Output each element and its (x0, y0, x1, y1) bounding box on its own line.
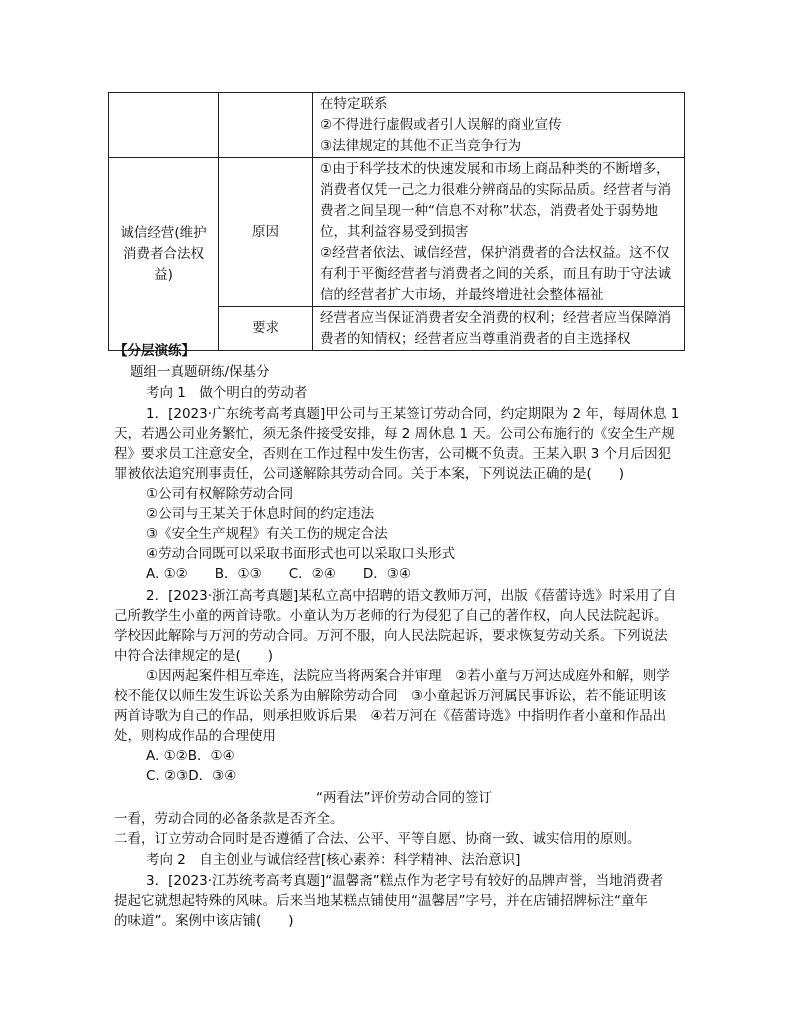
cell-text-line: ②经营者依法、诚信经营，保护消费者的合法权益。这不仅 (320, 245, 670, 261)
text-line: 的味道”。案例中该店铺( ) (114, 913, 294, 929)
text-line: 中符合法律规定的是( ) (114, 648, 274, 664)
cell-text-line: ②不得进行虚假或者引人误解的商业宣传 (320, 117, 562, 133)
text-line: 1．[2023·广东统考高考真题]甲公司与王某签订劳动合同，约定期限为 2 年，每周休息 1 (146, 406, 680, 422)
table-cell-label-requirement: 要求 (219, 307, 313, 351)
text-line: 罪被依法追究刑事责任，公司遂解除其劳动合同。关于本案，下列说法正确的是( ) (114, 466, 625, 482)
text-line: ①因两起案件相互牵连，法院应当将两案合并审理 ②若小童与万河达成庭外和解，则学 (146, 668, 670, 684)
cell-text-line: 有利于平衡经营者与消费者之间的关系，而且有助于守法诚 (320, 266, 671, 282)
question-2-choices: A. ①②B．①④ (146, 748, 235, 764)
text-line: ②公司与王某关于休息时间的约定违法 (146, 506, 375, 522)
text-line: ③《安全生产规程》有关工伤的规定合法 (146, 526, 388, 542)
text-line: 2．[2023·浙江高考真题]某私立高中招聘的语文教师万河，出版《蓓蕾诗选》时采用了自 (146, 588, 677, 604)
text-line: 学校因此解除与万河的劳动合同。万河不服，向人民法院起诉，要求恢复劳动关系。下列说法 (114, 628, 668, 644)
topic-heading: 考向 2 自主创业与诚信经营[核心素养：科学精神、法治意识] (146, 852, 521, 868)
cell-text-line: 费者之间呈现一种“信息不对称”状态，消费者处于弱势地 (320, 203, 658, 219)
text-line: ①公司有权解除劳动合同 (146, 486, 294, 502)
text-line: 处，则构成作品的合理使用 (114, 728, 276, 744)
text-line: 两首诗歌为自己的作品，则承担败诉后果 ④若万河在《蓓蕾诗选》中指明作者小童和作品出 (114, 708, 667, 724)
group-title: 题组一真题研练/保基分 (130, 364, 270, 380)
text-line: 校不能仅以师生发生诉讼关系为由解除劳动合同 ③小童起诉万河属民事诉讼，若不能证明该 (114, 688, 667, 704)
table-cell-content (313, 158, 685, 307)
cell-text-line: 信的经营者扩大市场，并最终增进社会整体福祉 (320, 287, 604, 303)
table-cell-label-reason: 原因 (219, 158, 313, 307)
table-row (109, 93, 685, 158)
cell-text-line: ③法律规定的其他不正当竞争行为 (320, 138, 522, 154)
text-line: 天，若遇公司业务繁忙，须无条件接受安排，每 2 周休息 1 天。公司公布施行的《安全生产规 (114, 426, 675, 442)
text-line: 3．[2023·江苏统考高考真题]“温馨斋”糕点作为老字号有较好的品牌声誉，当地消费者 (146, 873, 664, 889)
text-line: ④劳动合同既可以采取书面形式也可以采取口头形式 (146, 546, 456, 562)
question-2-choices: C. ②③D．③④ (146, 768, 237, 784)
text-line: 程》要求员工注意安全，否则在工作过程中发生伤害，公司概不负责。王某入职 3 个月后因犯 (114, 446, 672, 462)
method-line: 一看，劳动合同的必备条款是否齐全。 (114, 811, 344, 827)
section-heading: 【分层演练】 (114, 343, 195, 359)
cell-text-line: 诚信经营(维护 (120, 224, 207, 241)
cell-text-line: 经营者应当保证消费者安全消费的权利；经营者应当保障消 (320, 310, 671, 326)
cell-text-line: 在特定联系 (320, 96, 388, 112)
table-row (109, 158, 685, 307)
cell-text-line: ①由于科学技术的快速发展和市场上商品种类的不断增多， (320, 161, 670, 177)
cell-text-line: 消费者仅凭一己之力很难分辨商品的实际品质。经营者与消 (320, 182, 671, 198)
cell-text-line: 费者的知情权；经营者应当尊重消费者的自主选择权 (320, 331, 631, 347)
cell-text-line: 消费者合法权 (123, 245, 204, 262)
knowledge-table (108, 92, 685, 351)
question-1-choices: A. ①② B．①③ C．②④ D．③④ (146, 566, 411, 582)
table-cell-empty (219, 93, 313, 158)
text-line: 提起它就想起特殊的风味。后来当地某糕点铺使用“温馨居”字号，并在店铺招牌标注“童年 (114, 893, 648, 909)
topic-heading: 考向 1 做个明白的劳动者 (146, 385, 308, 401)
table-cell-category (109, 158, 219, 351)
text-line: 己所教学生小童的两首诗歌。小童认为万老师的行为侵犯了自己的著作权，向人民法院起诉。 (114, 608, 668, 624)
method-line: 二看，订立劳动合同时是否遵循了合法、公平、平等自愿、协商一致、诚实信用的原则。 (114, 831, 641, 847)
table-cell-empty (109, 93, 219, 158)
cell-text-line: 位，其利益容易受到损害 (320, 224, 469, 240)
table-cell-content (313, 307, 685, 351)
method-title: “两看法”评价劳动合同的签订 (316, 790, 492, 806)
table-cell-content (313, 93, 685, 158)
cell-text-line: 益) (154, 266, 173, 283)
